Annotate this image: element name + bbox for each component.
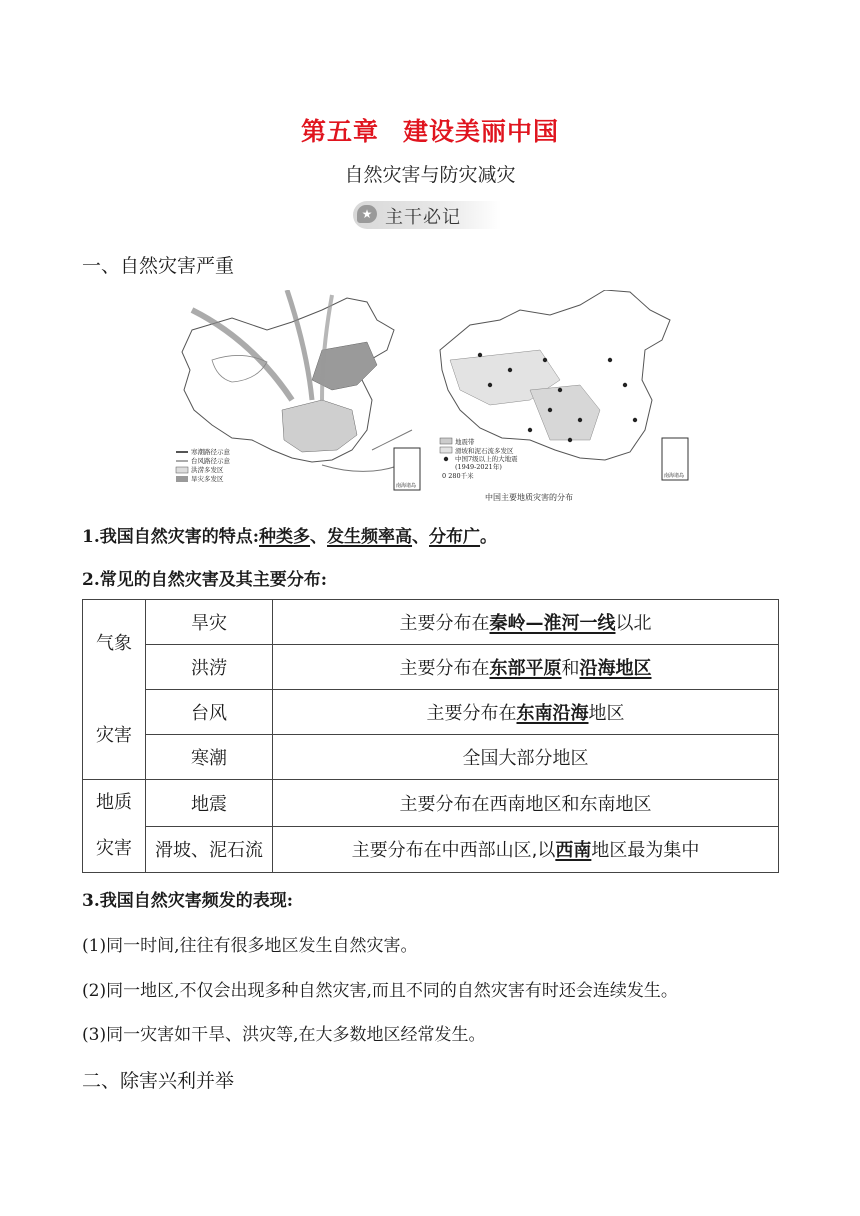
distribution-cell: 主要分布在东南沿海地区 (273, 690, 779, 735)
legend-item: 洪涝多发区 (191, 466, 224, 474)
point-1: 1.我国自然灾害的特点:种类多、发生频率高、分布广。 (82, 527, 498, 547)
disaster-type: 台风 (146, 690, 273, 735)
table-row (83, 600, 779, 645)
scale-bar-label: 0 280千米 (442, 472, 474, 480)
legend-swatch-landslide (440, 447, 452, 453)
point-2-heading: 2.常见的自然灾害及其主要分布: (82, 570, 328, 590)
point-3-item-1: (1)同一时间,往往有很多地区发生自然灾害。 (82, 936, 418, 956)
disaster-table (82, 599, 779, 873)
feature-frequency: 发生频率高 (327, 527, 413, 547)
table-row (83, 690, 779, 735)
section-heading-2: 二、除害兴利并举 (82, 1070, 235, 1092)
category-geological: 地质 灾害 (83, 780, 146, 873)
point-3-item-3: (3)同一灾害如干旱、洪灾等,在大多数地区经常发生。 (82, 1025, 486, 1045)
point-3-item-2: (2)同一地区,不仅会出现多种自然灾害,而且不同的自然灾害有时还会连续发生。 (82, 981, 678, 1001)
china-weather-disaster-map (172, 290, 422, 500)
legend-item: (1949-2021年) (455, 463, 502, 471)
disaster-type: 旱灾 (146, 600, 273, 645)
legend-swatch-earthquake (444, 457, 448, 461)
section-heading-1: 一、自然灾害严重 (82, 255, 235, 277)
distribution-cell: 主要分布在西南地区和东南地区 (273, 780, 779, 827)
chapter-title (0, 112, 860, 148)
disaster-type: 寒潮 (146, 735, 273, 780)
section-subtitle: 自然灾害与防灾减灾 (344, 164, 516, 186)
legend-item: 中国7级以上的大地震 (455, 455, 518, 463)
china-geological-disaster-map (430, 290, 692, 515)
distribution-cell: 主要分布在秦岭—淮河一线以北 (273, 600, 779, 645)
legend-swatch-seismic (440, 438, 452, 444)
map-legend-right (440, 437, 518, 480)
table-row (83, 735, 779, 780)
legend-item: 地震带 (455, 438, 475, 446)
chapter-name: 建设美丽中国 (403, 117, 560, 146)
category-meteorological: 气象 灾害 (83, 600, 146, 780)
table-row (83, 780, 779, 827)
legend-item: 寒潮路径示意 (191, 448, 230, 456)
legend-item: 滑坡和泥石流多发区 (455, 447, 514, 455)
feature-distribution: 分布广 (429, 527, 481, 547)
badge-label: 主干必记 (385, 207, 461, 228)
legend-swatch-drought (176, 476, 188, 482)
star-bubble-icon: ★ (357, 205, 377, 223)
disaster-type: 滑坡、泥石流 (146, 826, 273, 873)
feature-variety: 种类多 (259, 527, 311, 547)
table-row (83, 645, 779, 690)
chapter-number: 第五章 (300, 117, 379, 146)
distribution-cell: 全国大部分地区 (273, 735, 779, 780)
disaster-type: 洪涝 (146, 645, 273, 690)
disaster-type: 地震 (146, 780, 273, 827)
distribution-cell: 主要分布在中西部山区,以西南地区最为集中 (273, 826, 779, 873)
inset-label: 南海诸岛 (664, 473, 685, 479)
map-caption: 中国主要地质灾害的分布 (485, 493, 573, 502)
table-row (83, 826, 779, 873)
legend-item: 旱灾多发区 (191, 475, 224, 483)
point-1-prefix: 1.我国自然灾害的特点: (82, 527, 260, 547)
point-3-heading: 3.我国自然灾害频发的表现: (82, 891, 294, 911)
distribution-cell: 主要分布在东部平原和沿海地区 (273, 645, 779, 690)
map-legend-left (176, 447, 231, 483)
inset-label: 南海诸岛 (396, 483, 417, 489)
legend-swatch-flood (176, 467, 188, 473)
key-points-badge (353, 201, 501, 229)
legend-item: 台风路径示意 (191, 457, 230, 465)
